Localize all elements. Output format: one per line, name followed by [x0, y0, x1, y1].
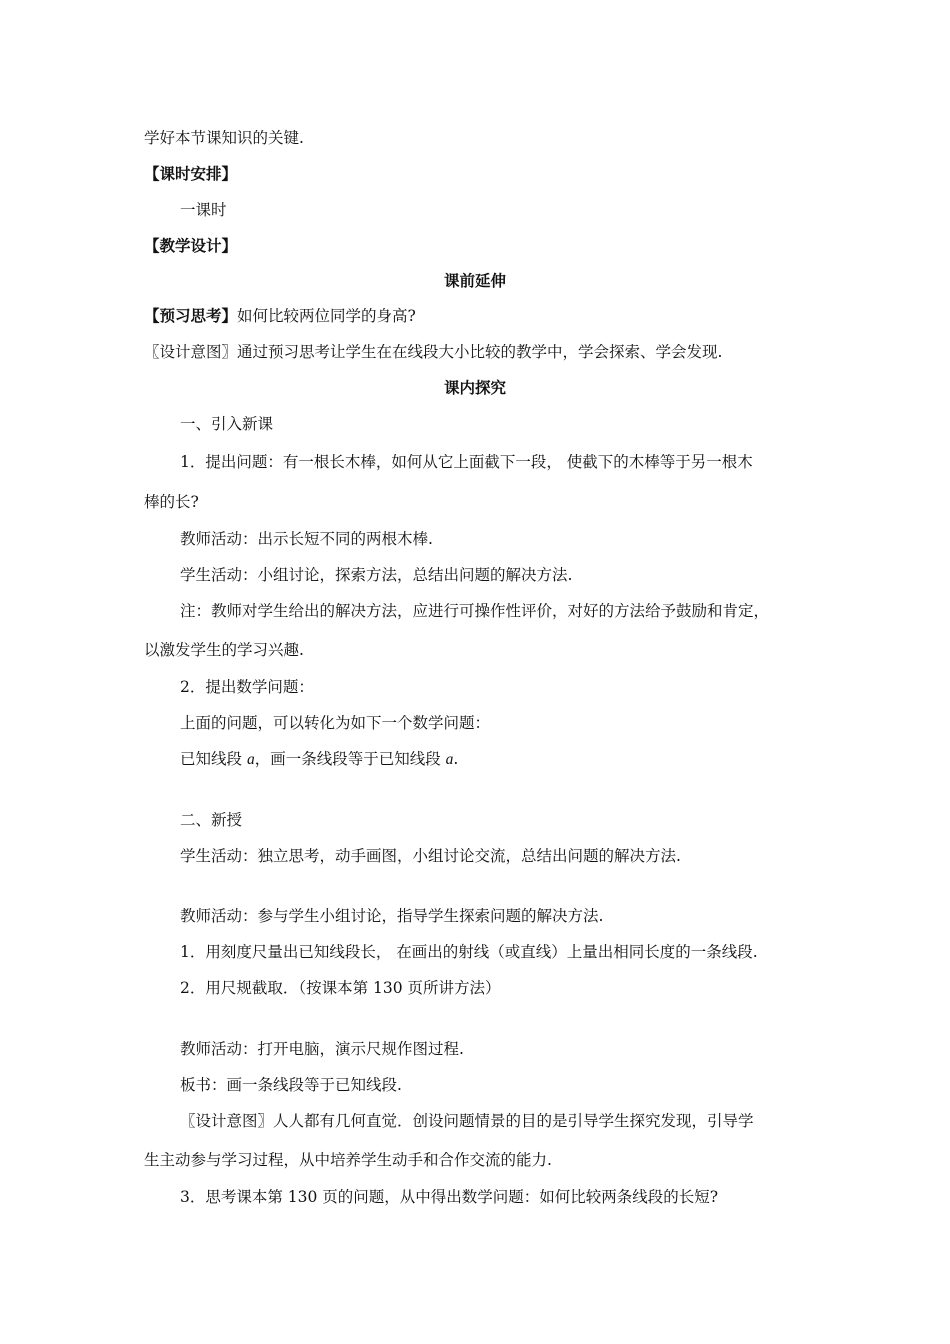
text-line: 板书：画一条线段等于已知线段.	[180, 1076, 402, 1094]
text-line: 学生活动：独立思考，动手画图，小组讨论交流，总结出问题的解决方法.	[180, 847, 681, 865]
text-line-segment	[180, 749, 458, 770]
text-line: 〖设计意图〗通过预习思考让学生在在线段大小比较的教学中，学会探索、学会发现.	[144, 343, 723, 361]
text-line: 1．用刻度尺量出已知线段长， 在画出的射线（或直线）上量出相同长度的一条线段.	[180, 943, 758, 961]
text-line-preview	[144, 306, 416, 326]
text-line: 二、新授	[180, 811, 243, 829]
text-line: 2．提出数学问题：	[180, 678, 314, 696]
text-fragment: ，画一条线段等于已知线段	[254, 750, 446, 768]
variable-a: a	[445, 751, 454, 768]
centered-heading-in-class: 课内探究	[443, 378, 506, 397]
text-line: 生主动参与学习过程，从中培养学生动手和合作交流的能力.	[144, 1151, 552, 1169]
text-line: 2．用尺规截取．（按课本第 130 页所讲方法）	[180, 979, 501, 997]
text-line: 学生活动：小组讨论，探索方法，总结出问题的解决方法.	[180, 566, 573, 584]
centered-heading-pre-class: 课前延伸	[443, 271, 506, 290]
text-line: 3．思考课本第 130 页的问题，从中得出数学问题：如何比较两条线段的长短?	[180, 1188, 719, 1206]
text-line: 注：教师对学生给出的解决方法，应进行可操作性评价，对好的方法给予鼓励和肯定，	[180, 602, 770, 620]
text-line: 一课时	[180, 201, 227, 219]
section-heading-schedule: 【课时安排】	[144, 164, 238, 183]
text-line: 上面的问题，可以转化为如下一个数学问题：	[180, 714, 491, 732]
text-line: 教师活动：出示长短不同的两根木棒.	[180, 530, 433, 548]
text-line: 〖设计意图〗人人都有几何直觉．创设问题情景的目的是引导学生探究发现，引导学	[180, 1112, 754, 1130]
text-line: 学好本节课知识的关键.	[144, 129, 304, 147]
label-preview: 【预习思考】	[144, 306, 238, 325]
section-heading-design: 【教学设计】	[144, 236, 238, 255]
text-line: 以激发学生的学习兴趣.	[144, 641, 304, 659]
text-line: 教师活动：打开电脑，演示尺规作图过程.	[180, 1040, 464, 1058]
text-line: 1．提出问题：有一根长木棒，如何从它上面截下一段， 使截下的木棒等于另一根木	[180, 453, 753, 471]
text-fragment: .	[453, 750, 459, 768]
variable-a: a	[246, 751, 255, 768]
text-line: 一、引入新课	[180, 415, 274, 433]
text-line: 棒的长?	[144, 493, 199, 511]
text-line: 教师活动：参与学生小组讨论，指导学生探索问题的解决方法.	[180, 907, 604, 925]
text-fragment: 已知线段	[180, 750, 247, 768]
preview-question: 如何比较两位同学的身高?	[237, 307, 416, 325]
